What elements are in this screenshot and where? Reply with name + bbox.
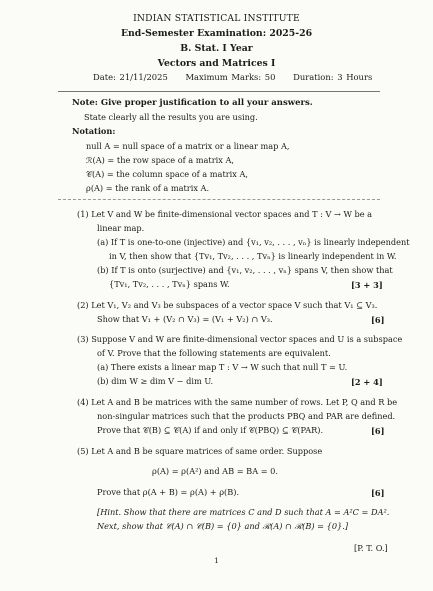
q3-line2: of V. Prove that the following statements are equivalent. bbox=[97, 348, 331, 358]
exam-duration: Duration: 3 Hours bbox=[293, 72, 373, 82]
notation-row-space: ℛ(A) = the row space of a matrix A, bbox=[86, 155, 234, 165]
q1b-line1: (b) If T is onto (surjective) and {v₁, v₂, . . . , vₙ} spans V, then show that bbox=[97, 265, 393, 275]
q5-line1: (5) Let A and B be square matrices of same order. Suppose bbox=[77, 446, 323, 456]
q1-line1: (1) Let V and W be finite-dimensional vector spaces and T : V → W be a bbox=[77, 209, 373, 219]
exam-date: Date: 21/11/2025 bbox=[93, 72, 168, 82]
note-title: Note: Give proper justification to all your answers. bbox=[72, 98, 313, 108]
header-divider bbox=[58, 91, 380, 92]
notation-heading: Notation: bbox=[72, 126, 116, 136]
q2-line2: Show that V₁ + (V₂ ∩ V₃) = (V₁ + V₂) ∩ V₃. bbox=[97, 314, 273, 324]
q2-marks: [6] bbox=[371, 315, 385, 325]
q4-line2: non-singular matrices such that the products PBQ and PAR are defined. bbox=[97, 411, 396, 421]
program-title: B. Stat. I Year bbox=[180, 43, 253, 54]
max-marks: Maximum Marks: 50 bbox=[185, 72, 276, 82]
q3-line1: (3) Suppose V and W are finite-dimensional vector spaces and U is a subspace bbox=[77, 334, 403, 344]
q5-equation: ρ(A) = ρ(A²) and AB = BA = 0. bbox=[152, 466, 278, 476]
course-title: Vectors and Matrices I bbox=[157, 58, 276, 69]
notation-divider bbox=[58, 199, 380, 200]
q5-line2: Prove that ρ(A + B) = ρ(A) + ρ(B). bbox=[97, 487, 240, 497]
q1a-line2: in V, then show that {Tv₁, Tv₂, . . . , Tvₙ} is linearly independent in W. bbox=[109, 251, 397, 261]
institute-name: INDIAN STATISTICAL INSTITUTE bbox=[133, 13, 300, 24]
q1a-line1: (a) If T is one-to-one (injective) and {v₁, v₂, . . . , vₙ} is linearly independent bbox=[97, 237, 410, 247]
q2-line1: (2) Let V₁, V₂ and V₃ be subspaces of a vector space V such that V₁ ⊆ V₃. bbox=[77, 300, 378, 310]
q4-marks: [6] bbox=[371, 426, 385, 436]
please-turn-over: [P. T. O.] bbox=[354, 543, 388, 553]
q3-marks: [2 + 4] bbox=[351, 377, 383, 387]
exam-title: End-Semester Examination: 2025-26 bbox=[120, 28, 313, 39]
q5-hint-line2: Next, show that 𝒞(A) ∩ 𝒞(B) = {0} and ℛ(A) ∩ ℛ(B) = {0}.] bbox=[97, 521, 349, 531]
q1-marks: [3 + 3] bbox=[351, 280, 383, 290]
q1-line2: linear map. bbox=[97, 223, 145, 233]
page-number: 1 bbox=[214, 556, 219, 565]
q5-hint-line1: [Hint. Show that there are matrices C and D such that A = A²C = DA². bbox=[97, 507, 390, 517]
notation-rank: ρ(A) = the rank of a matrix A. bbox=[86, 183, 210, 193]
note-line: State clearly all the results you are using. bbox=[84, 112, 258, 122]
q4-line3: Prove that 𝒞(B) ⊆ 𝒞(A) if and only if 𝒞(PBQ) ⊆ 𝒞(PAR). bbox=[97, 425, 324, 435]
q3a: (a) There exists a linear map T : V → W such that null T = U. bbox=[97, 362, 348, 372]
notation-column-space: 𝒞(A) = the column space of a matrix A, bbox=[86, 169, 248, 179]
exam-meta bbox=[93, 72, 386, 82]
notation-null: null A = null space of a matrix or a linear map A, bbox=[86, 141, 290, 151]
q1b-line2: {Tv₁, Tv₂, . . . , Tvₙ} spans W. bbox=[109, 279, 230, 289]
q4-line1: (4) Let A and B be matrices with the same number of rows. Let P, Q and R be bbox=[77, 397, 398, 407]
q3b: (b) dim W ≥ dim V − dim U. bbox=[97, 376, 214, 386]
q5-marks: [6] bbox=[371, 488, 385, 498]
